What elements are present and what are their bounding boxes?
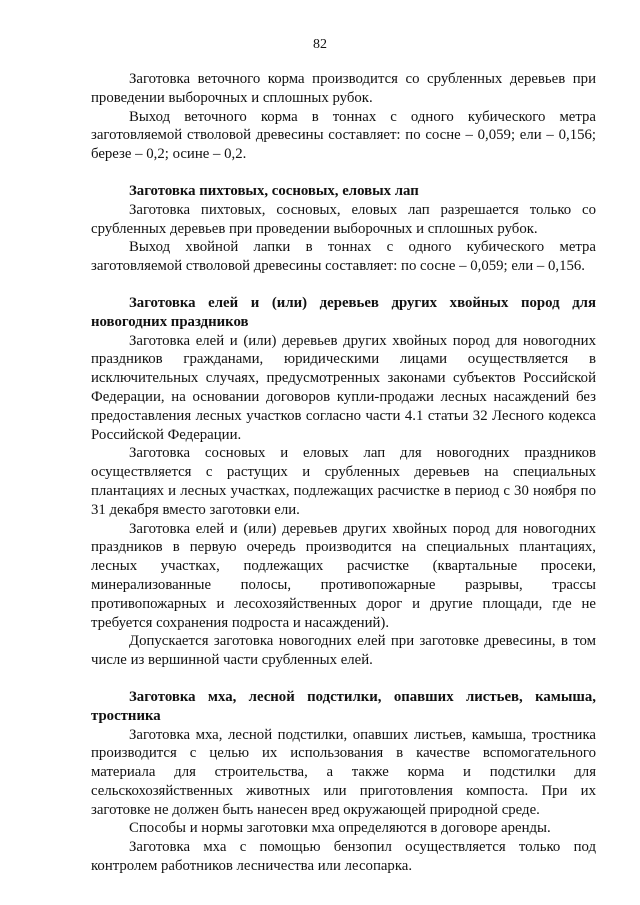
paragraph-moss-chainsaw: Заготовка мха с помощью бензопил осуществляется только под контролем работников лесничества или лесопарка. (91, 839, 596, 875)
paragraph-moss-litter-purpose: Заготовка мха, лесной подстилки, опавших листьев, камыша, тростника производится с целью их использования в качестве вспомогательного материала для строительства, а также корма и подстилки для сельскохозяйственных животных или приготовления компоста. При их заготовке не должен быть нанесен вред окружающей природной среде. (91, 726, 596, 818)
section-spacer (91, 164, 596, 182)
section-spacer (91, 670, 596, 688)
heading-new-year-trees: Заготовка елей и (или) деревьев других хвойных пород для новогодних праздников (91, 294, 596, 330)
paragraph-conifer-paws-harvest: Заготовка пихтовых, сосновых, еловых лап разрешается только со срубленных деревьев при проведении выборочных и сплошных рубок. (91, 201, 596, 237)
page-number: 82 (313, 37, 327, 52)
section-spacer (91, 276, 596, 294)
document-body (91, 70, 596, 876)
paragraph-new-year-trees-tops: Допускается заготовка новогодних елей при заготовке древесины, в том числе из вершинной части срубленных елей. (91, 633, 596, 669)
paragraph-branch-feed-harvest: Заготовка веточного корма производится со срубленных деревьев при проведении выборочных и сплошных рубок. (91, 71, 596, 106)
paragraph-conifer-paws-yield: Выход хвойной лапки в тоннах с одного кубического метра заготовляемой стволовой древесины составляет: по сосне – 0,059; ели – 0,156. (91, 239, 596, 275)
heading-conifer-paws: Заготовка пихтовых, сосновых, еловых лап (129, 182, 419, 199)
paragraph-new-year-paws-period: Заготовка сосновых и еловых лап для новогодних праздников осуществляется с растущих и срубленных деревьев на специальных плантациях и лесных участках, подлежащих расчистке в период с 30 ноября по 31 декабря вместо заготовки ели. (91, 445, 596, 518)
paragraph-new-year-trees-priority: Заготовка елей и (или) деревьев других хвойных пород для новогодних праздников в первую очередь производится на специальных плантациях, лесных участках, подлежащих расчистке (квартальные просеки, минерализованные полосы, противопожарные разрывы, трассы противопожарных и лесохозяйственных дорог и другие площади, где не требуется сохранения подроста и насаждений). (91, 520, 596, 631)
paragraph-new-year-trees-citizens: Заготовка елей и (или) деревьев других хвойных пород для новогодних праздников гражданами, юридическими лицами осуществляется в исключительных случаях, предусмотренных законами субъектов Российской Федерации, на основании договоров купли-продажи лесных насаждений без предоставления лесных участков согласно части 4.1 статьи 32 Лесного кодекса Российской Федерации. (91, 332, 596, 443)
heading-moss-litter: Заготовка мха, лесной подстилки, опавших листьев, камыша, тростника (91, 688, 596, 724)
paragraph-moss-norms: Способы и нормы заготовки мха определяются в договоре аренды. (129, 820, 551, 837)
paragraph-branch-feed-yield: Выход веточного корма в тоннах с одного кубического метра заготовляемой стволовой древесины составляет: по сосне – 0,059; ели – 0,156; березе – 0,2; осине – 0,2. (91, 108, 596, 163)
